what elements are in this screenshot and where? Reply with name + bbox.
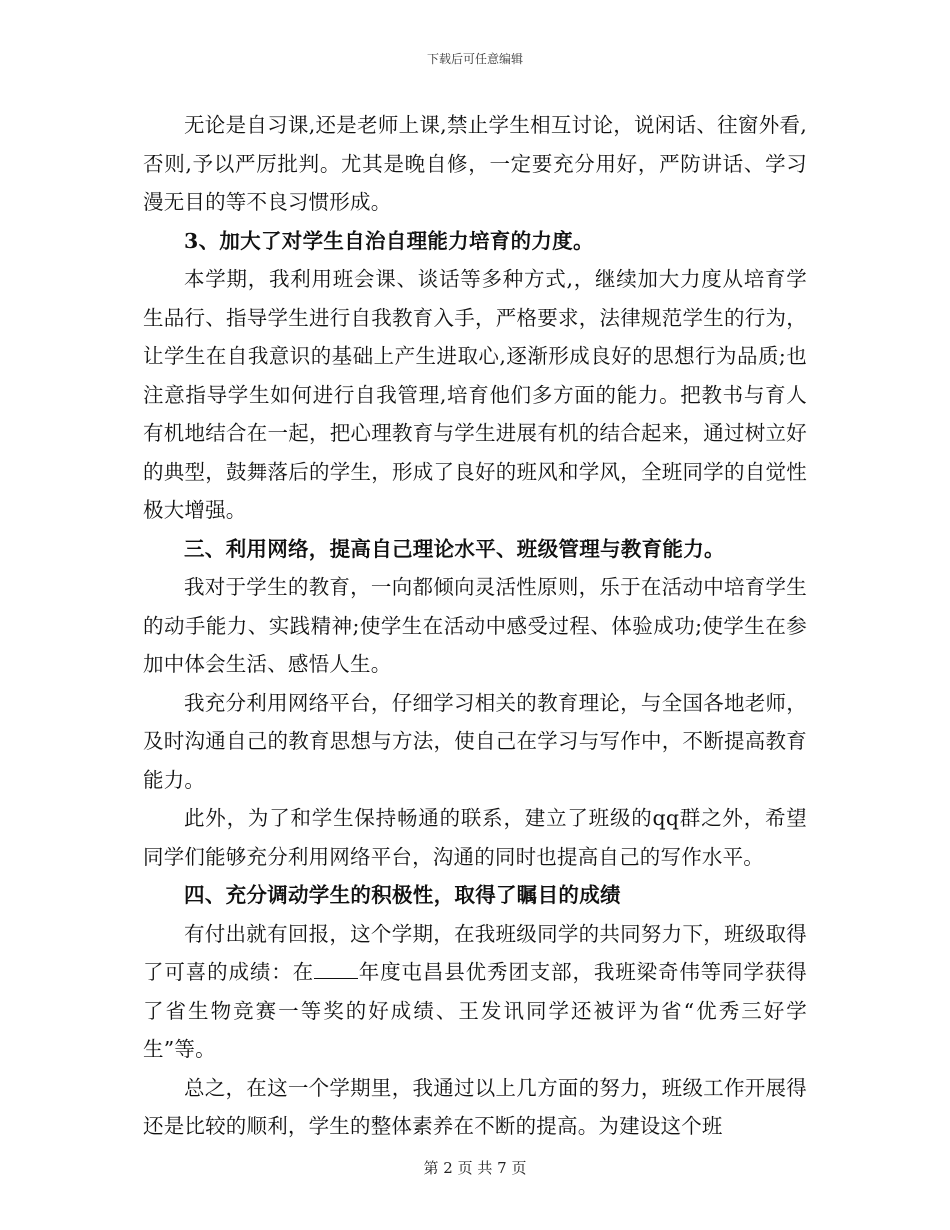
paragraph-flexible-education: 我对于学生的教育，一向都倾向灵活性原则，乐于在活动中培育学生的动手能力、实践精神;使学生在活动中感受过程、体验成功;使学生在参加中体会生活、感悟人生。 xyxy=(143,575,807,676)
section-heading-self-management: 3、加大了对学生自治自理能力培育的力度。 xyxy=(184,228,594,253)
document-body xyxy=(143,106,807,1146)
page-header: 下载后可任意编辑 xyxy=(426,52,523,66)
paragraph-network-platform: 我充分利用网络平台，仔细学习相关的教育理论，与全国各地老师，及时沟通自己的教育思想与方法，使自己在学习与写作中，不断提高教育能力。 xyxy=(143,690,807,792)
paragraph-summary: 总之，在这一个学期里，我通过以上几方面的努力，班级工作开展得还是比较的顺利，学生的整体素养在不断的提高。为建设这个班 xyxy=(143,1075,807,1138)
page-number: 第 2 页 共 7 页 xyxy=(423,1159,527,1177)
achievements-text-after: 年度屯昌县优秀团支部，我班梁奇伟等同学获得了省生物竞赛一等奖的好成绩、王发讯同学还被评为省“优秀三好学生”等。 xyxy=(143,960,807,1061)
section-heading-network: 三、利用网络，提高自己理论水平、班级管理与教育能力。 xyxy=(184,536,725,561)
paragraph-achievements xyxy=(143,915,807,1069)
paragraph-qq-group: 此外，为了和学生保持畅通的联系，建立了班级的qq群之外，希望同学们能够充分利用网络平台，沟通的同时也提高自己的写作水平。 xyxy=(143,806,807,869)
paragraph-class-meetings: 本学期，我利用班会课、谈话等多种方式,，继续加大力度从培育学生品行、指导学生进行自我教育入手，严格要求，法律规范学生的行为，让学生在自我意识的基础上产生进取心,逐渐形成良好的思想行为品质;也注意指导学生如何进行自我管理,培育他们多方面的能力。把教书与育人有机地结合在一起，把心理教育与学生进展有机的结合起来，通过树立好的典型，鼓舞落后的学生，形成了良好的班风和学风，全班同学的自觉性极大增强。 xyxy=(143,267,807,522)
paragraph-self-study: 无论是自习课,还是老师上课,禁止学生相互讨论，说闲话、往窗外看,否则,予以严厉批判。尤其是晚自修，一定要充分用好，严防讲话、学习漫无目的等不良习惯形成。 xyxy=(143,113,807,214)
section-heading-achievements: 四、充分调动学生的积极性，取得了瞩目的成绩 xyxy=(184,883,621,907)
achievements-text-before: 有付出就有回报，这个学期，在我班级同学的共同努力下，班级取得了可喜的成绩：在 xyxy=(143,921,807,984)
fill-in-blank xyxy=(314,960,358,979)
